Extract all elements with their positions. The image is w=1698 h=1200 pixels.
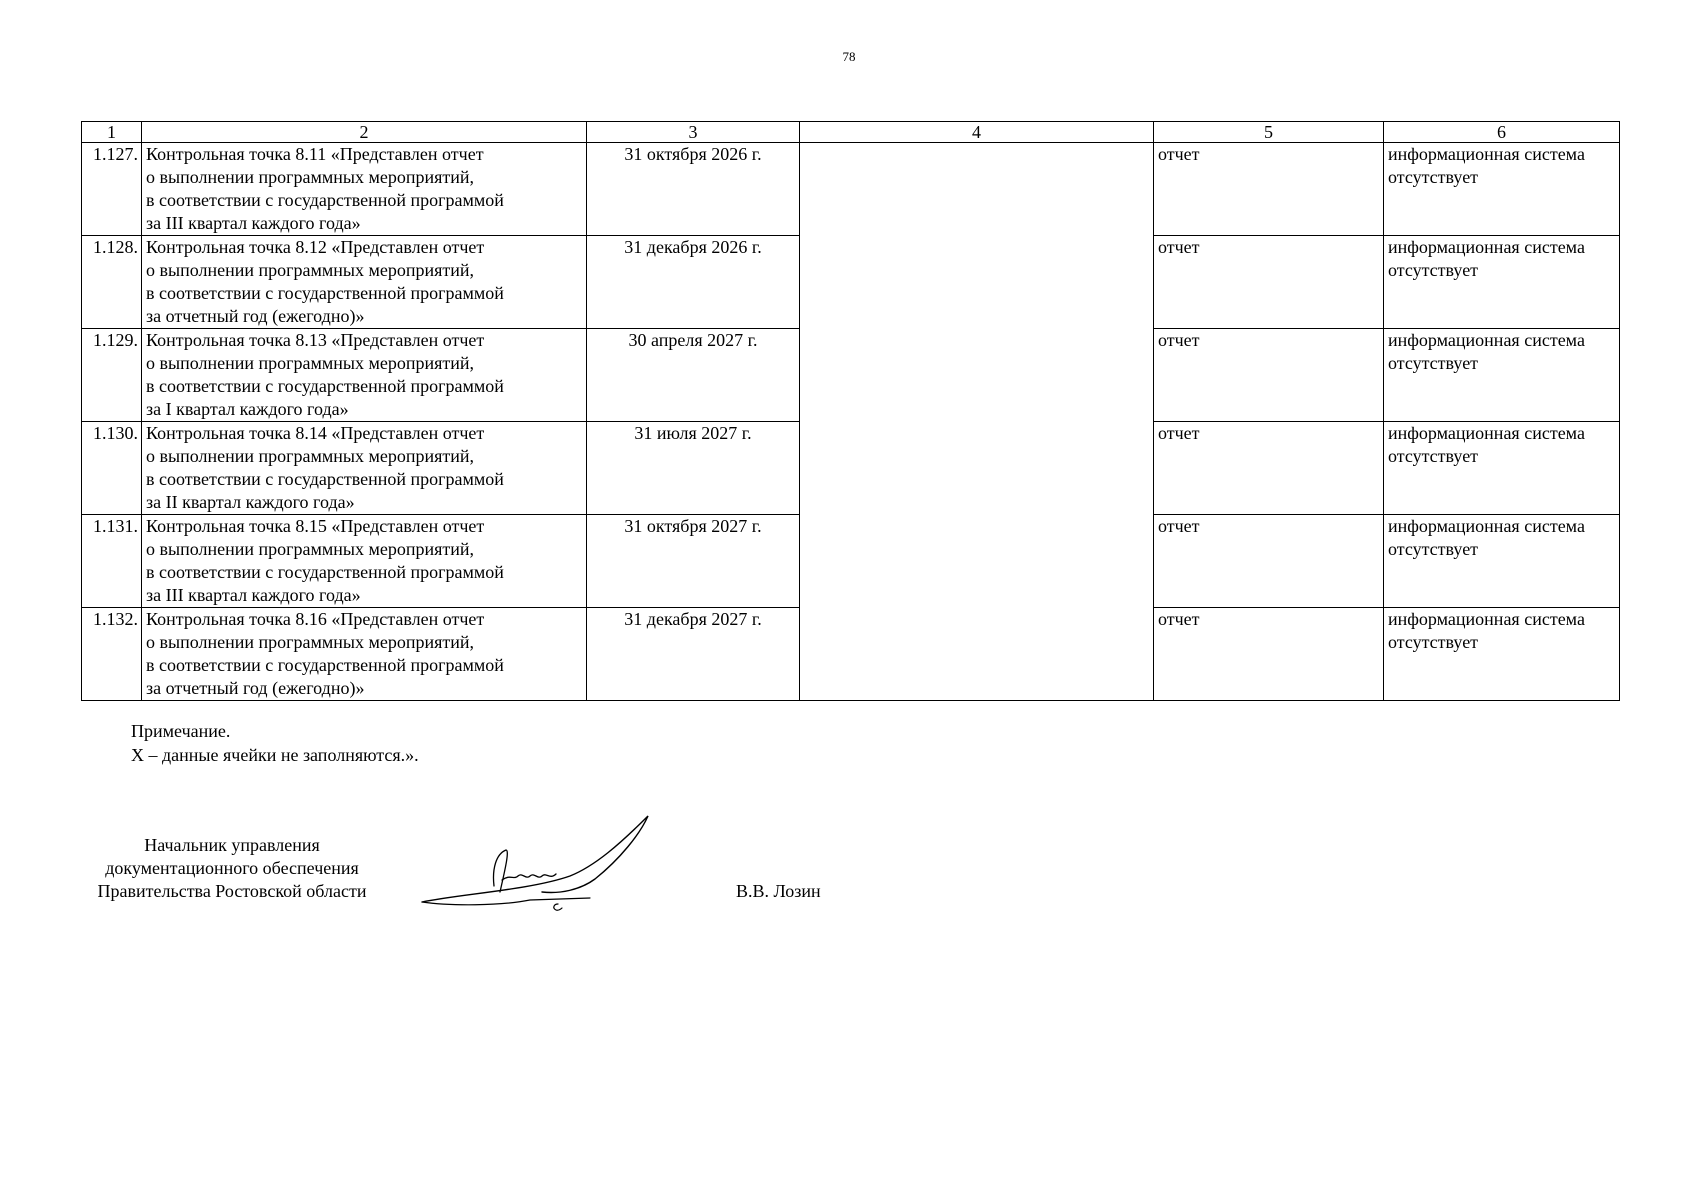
description-line: Контрольная точка 8.12 «Представлен отчет [146, 237, 485, 257]
handwritten-signature [420, 814, 652, 914]
description-line: в соответствии с государственной программой [146, 655, 504, 675]
description-line: Контрольная точка 8.15 «Представлен отчет [146, 516, 485, 536]
header-col-4: 4 [800, 122, 1154, 143]
description-line: за III квартал каждого года» [146, 213, 361, 233]
row-description [142, 515, 587, 608]
row-information-system [1384, 143, 1620, 236]
row-document-type: отчет [1154, 422, 1384, 515]
description-line: в соответствии с государственной программой [146, 469, 504, 489]
signatory-title-line: Начальник управления [144, 835, 320, 855]
description-line: о выполнении программных мероприятий, [146, 167, 475, 187]
row-number: 1.130. [82, 422, 142, 515]
description-line: за II квартал каждого года» [146, 492, 355, 512]
system-line: информационная система [1388, 516, 1585, 536]
note-title: Примечание. [131, 721, 231, 741]
row-document-type: отчет [1154, 515, 1384, 608]
system-line: отсутствует [1388, 260, 1479, 280]
description-line: в соответствии с государственной программой [146, 190, 504, 210]
description-line: о выполнении программных мероприятий, [146, 446, 475, 466]
header-col-6: 6 [1384, 122, 1620, 143]
system-line: информационная система [1388, 423, 1585, 443]
description-line: о выполнении программных мероприятий, [146, 353, 475, 373]
header-col-2: 2 [142, 122, 587, 143]
row-number: 1.131. [82, 515, 142, 608]
system-line: отсутствует [1388, 632, 1479, 652]
row-document-type: отчет [1154, 236, 1384, 329]
signatory-title-line: Правительства Ростовской области [97, 881, 367, 901]
description-line: Контрольная точка 8.11 «Представлен отчет [146, 144, 484, 164]
system-line: отсутствует [1388, 539, 1479, 559]
description-line: о выполнении программных мероприятий, [146, 260, 475, 280]
row-information-system [1384, 422, 1620, 515]
page-number: 78 [842, 49, 856, 64]
note-block [131, 719, 419, 767]
row-responsible-merged [800, 143, 1154, 701]
row-description [142, 422, 587, 515]
description-line: за отчетный год (ежегодно)» [146, 306, 365, 326]
description-line: о выполнении программных мероприятий, [146, 632, 475, 652]
row-information-system [1384, 236, 1620, 329]
system-line: информационная система [1388, 609, 1585, 629]
row-information-system [1384, 515, 1620, 608]
row-deadline: 30 апреля 2027 г. [587, 329, 800, 422]
row-deadline: 31 декабря 2027 г. [587, 608, 800, 701]
description-line: за III квартал каждого года» [146, 585, 361, 605]
table-header-row [82, 122, 1620, 143]
row-information-system [1384, 329, 1620, 422]
row-document-type: отчет [1154, 143, 1384, 236]
header-col-1: 1 [82, 122, 142, 143]
description-line: Контрольная точка 8.14 «Представлен отчет [146, 423, 485, 443]
row-deadline: 31 декабря 2026 г. [587, 236, 800, 329]
row-description [142, 236, 587, 329]
row-deadline: 31 октября 2027 г. [587, 515, 800, 608]
row-number: 1.128. [82, 236, 142, 329]
signatory-title-line: документационного обеспечения [105, 858, 359, 878]
description-line: о выполнении программных мероприятий, [146, 539, 475, 559]
row-number: 1.132. [82, 608, 142, 701]
row-description [142, 329, 587, 422]
row-deadline: 31 июля 2027 г. [587, 422, 800, 515]
signatory-name: В.В. Лозин [736, 881, 821, 901]
header-col-3: 3 [587, 122, 800, 143]
description-line: Контрольная точка 8.13 «Представлен отчет [146, 330, 485, 350]
row-number: 1.127. [82, 143, 142, 236]
row-information-system [1384, 608, 1620, 701]
description-line: за отчетный год (ежегодно)» [146, 678, 365, 698]
system-line: информационная система [1388, 144, 1585, 164]
row-description [142, 608, 587, 701]
row-document-type: отчет [1154, 329, 1384, 422]
description-line: за I квартал каждого года» [146, 399, 349, 419]
system-line: отсутствует [1388, 353, 1479, 373]
note-text: Х – данные ячейки не заполняются.». [131, 745, 419, 765]
row-deadline: 31 октября 2026 г. [587, 143, 800, 236]
table-row [82, 143, 1620, 236]
system-line: информационная система [1388, 330, 1585, 350]
signatory-title [81, 834, 383, 903]
description-line: Контрольная точка 8.16 «Представлен отчет [146, 609, 485, 629]
description-line: в соответствии с государственной программой [146, 283, 504, 303]
control-points-table [81, 121, 1620, 701]
header-col-5: 5 [1154, 122, 1384, 143]
system-line: информационная система [1388, 237, 1585, 257]
row-number: 1.129. [82, 329, 142, 422]
description-line: в соответствии с государственной программой [146, 376, 504, 396]
row-document-type: отчет [1154, 608, 1384, 701]
description-line: в соответствии с государственной программой [146, 562, 504, 582]
system-line: отсутствует [1388, 167, 1479, 187]
system-line: отсутствует [1388, 446, 1479, 466]
row-description [142, 143, 587, 236]
